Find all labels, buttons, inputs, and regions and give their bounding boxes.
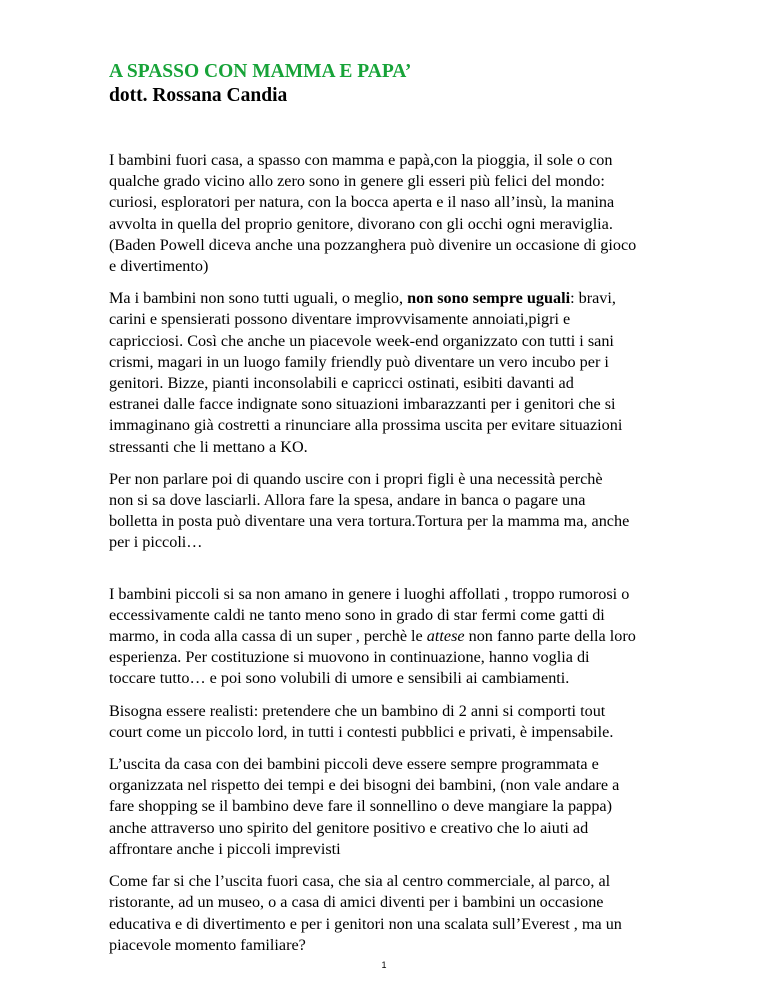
- text-line: I bambini piccoli si sa non amano in genere i luoghi affollati , troppo rumorosi o: [109, 584, 630, 603]
- text-line: avvolta in quella del proprio genitore, divorano con gli occhi ogni meraviglia.: [109, 214, 613, 233]
- paragraph-3: [109, 469, 669, 554]
- text-line: non si sa dove lasciarli. Allora fare la spesa, andare in banca o pagare una: [109, 491, 586, 510]
- text-line: carini e spensierati possono diventare improvvisamente annoiati,pigri e: [109, 310, 571, 329]
- text-line: affrontare anche i piccoli imprevisti: [109, 839, 341, 858]
- text-line: genitori. Bizze, pianti inconsolabili e capricci ostinati, esibiti davanti ad: [109, 374, 574, 393]
- text-line: curiosi, esploratori per natura, con la bocca aperta e il naso all’insù, la manina: [109, 193, 615, 212]
- paragraph-6: [109, 754, 669, 860]
- document-title: A SPASSO CON MAMMA E PAPA’: [109, 61, 412, 82]
- text-line: organizzata nel rispetto dei tempi e dei bisogni dei bambini, (non vale andare a: [109, 776, 620, 795]
- text-line: anche attraverso uno spirito del genitore positivo e creativo che lo aiuti ad: [109, 818, 589, 837]
- text-line: estranei dalle facce indignate sono situazioni imbarazzanti per i genitori che si: [109, 395, 616, 414]
- text-line: capricciosi. Così che anche un piacevole week-end organizzato con tutti i sani: [109, 331, 614, 350]
- italic-emphasis: attese: [426, 627, 465, 646]
- text-line: e divertimento): [109, 257, 209, 276]
- text-line: piacevole momento familiare?: [109, 935, 306, 954]
- paragraph-4: [109, 584, 669, 690]
- page-number: 1: [381, 960, 387, 970]
- text-line: [109, 288, 669, 309]
- paragraph-7: [109, 871, 669, 956]
- text-line: Bisogna essere realisti: pretendere che un bambino di 2 anni si comporti tout: [109, 701, 606, 720]
- text-line: per i piccoli…: [109, 533, 203, 552]
- text-line: fare shopping se il bambino deve fare il sonnellino o deve mangiare la pappa): [109, 797, 612, 816]
- paragraph-2: [109, 288, 669, 458]
- document-page: [109, 60, 669, 967]
- text-line: (Baden Powell diceva anche una pozzanghera può divenire un occasione di gioco: [109, 235, 637, 254]
- text-line: eccessivamente caldi ne tanto meno sono in grado di star fermi come gatti di: [109, 605, 605, 624]
- text-line: [109, 626, 669, 647]
- text-line: L’uscita da casa con dei bambini piccoli deve essere sempre programmata e: [109, 755, 599, 774]
- text-line: I bambini fuori casa, a spasso con mamma e papà,con la pioggia, il sole o con: [109, 151, 613, 169]
- text-line: stressanti che li mettano a KO.: [109, 437, 308, 456]
- text-run: non fanno parte della loro: [464, 627, 636, 646]
- blank-line: [109, 565, 669, 584]
- text-line: Come far si che l’uscita fuori casa, che sia al centro commerciale, al parco, al: [109, 872, 611, 891]
- text-line: ristorante, ad un museo, o a casa di amici diventi per i bambini un occasione: [109, 893, 604, 912]
- text-line: toccare tutto… e poi sono volubili di umore e sensibili ai cambiamenti.: [109, 669, 570, 688]
- text-line: court come un piccolo lord, in tutti i contesti pubblici e privati, è impensabile.: [109, 722, 614, 741]
- text-run: Ma i bambini non sono tutti uguali, o meglio,: [109, 289, 408, 308]
- text-run: marmo, in coda alla cassa di un super , perchè le: [109, 627, 427, 646]
- text-line: qualche grado vicino allo zero sono in genere gli esseri più felici del mondo:: [109, 172, 605, 191]
- text-line: crismi, magari in un luogo family friendly può diventare un vero incubo per i: [109, 352, 609, 371]
- text-line: immaginano già costretti a rinunciare alla prossima uscita per evitare situazioni: [109, 416, 623, 435]
- text-line: esperienza. Per costituzione si muovono in continuazione, hanno voglia di: [109, 648, 590, 667]
- text-line: bolletta in posta può diventare una vera tortura.Tortura per la mamma ma, anche: [109, 512, 630, 531]
- text-run: : bravi,: [570, 289, 616, 308]
- document-author: dott. Rossana Candia: [109, 85, 288, 106]
- text-line: educativa e di divertimento e per i genitori non una scalata sull’Everest , ma un: [109, 914, 622, 933]
- paragraph-1: [109, 150, 669, 277]
- bold-emphasis: non sono sempre uguali: [407, 289, 571, 308]
- text-line: Per non parlare poi di quando uscire con i propri figli è una necessità perchè: [109, 469, 603, 488]
- paragraph-5: [109, 701, 669, 743]
